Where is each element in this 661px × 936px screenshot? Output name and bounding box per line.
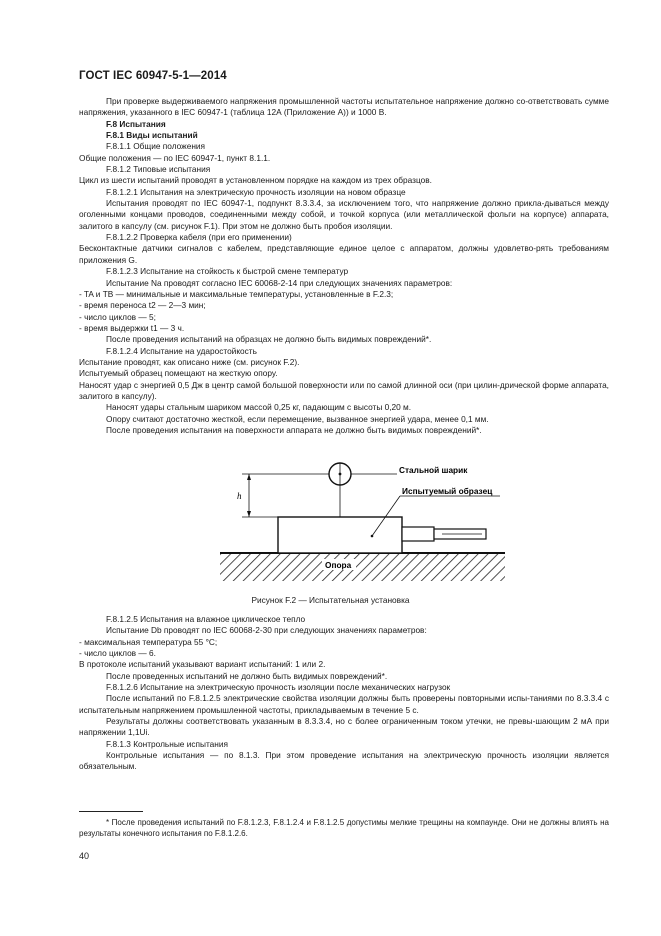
paragraph: После проведенных испытаний не должно быть видимых повреждений*. xyxy=(106,670,388,681)
paragraph: Общие положения — по IEC 60947-1, пункт 8.1.1. xyxy=(79,152,271,163)
clause-heading: F.8.1.2.2 Проверка кабеля (при его применении) xyxy=(106,232,292,243)
paragraph: Испытание Na проводят согласно IEC 60068-2-14 при следующих значениях параметров: xyxy=(106,277,453,288)
section-heading: F.8 Испытания xyxy=(106,118,166,129)
clause-heading: F.8.1.2 Типовые испытания xyxy=(106,164,211,175)
list-item: - время переноса t2 — 2—3 мин; xyxy=(79,300,206,311)
ball-center-dot xyxy=(339,473,342,476)
support-label: Опора xyxy=(325,560,352,570)
sample-block xyxy=(278,517,402,553)
list-item: - время выдержки t1 — 3 ч. xyxy=(79,322,185,333)
paragraph: После проведения испытаний на образцах не должно быть видимых повреждений*. xyxy=(106,334,432,345)
document-header: ГОСТ IEC 60947-5-1—2014 xyxy=(79,70,227,82)
paragraph: Опору считают достаточно жесткой, если перемещение, вызванное энергией удара, менее 0,1 мм. xyxy=(106,413,489,424)
subsection-heading: F.8.1 Виды испытаний xyxy=(106,130,198,141)
footnote-separator xyxy=(79,811,143,812)
list-item: - число циклов — 5; xyxy=(79,311,156,322)
test-setup-figure xyxy=(220,455,510,585)
main-text-block-2 xyxy=(79,614,609,773)
sample-label: Испытуемый образец xyxy=(402,486,493,496)
clause-heading: F.8.1.2.1 Испытания на электрическую прочность изоляции на новом образце xyxy=(106,186,406,197)
figure-caption: Рисунок F.2 — Испытательная установка xyxy=(251,595,410,605)
paragraph: Контрольные испытания — по 8.1.3. При этом проведение испытания на электрическую прочность изоляции является обязательным. xyxy=(79,750,609,772)
support-base xyxy=(220,553,505,581)
clause-heading: F.8.1.2.6 Испытание на электрическую прочность изоляции после механических нагрузок xyxy=(106,682,451,693)
clause-heading: F.8.1.1 Общие положения xyxy=(106,141,206,152)
clause-heading: F.8.1.2.3 Испытание на стойкость к быстрой смене температур xyxy=(106,266,349,277)
paragraph: В протоколе испытаний указывают вариант испытаний: 1 или 2. xyxy=(79,659,326,670)
paragraph: Наносят удар с энергией 0,5 Дж в центр самой большой поверхности или по самой длинной оси (при цилин-дрической форме аппарата, залитого в капсулу). xyxy=(79,379,609,401)
page-number: 40 xyxy=(79,851,90,861)
height-arrow-top xyxy=(247,474,251,480)
paragraph: Цикл из шести испытаний проводят в установленном порядке на каждом из трех образцов. xyxy=(79,175,432,186)
clause-heading: F.8.1.2.4 Испытание на ударостойкость xyxy=(106,345,257,356)
height-label: h xyxy=(237,491,242,501)
sample-leader-dot xyxy=(371,535,374,538)
paragraph: Испытания проводят по IEC 60947-1, подпункт 8.3.3.4, за исключением того, что напряжение должно прикла-дываться между оголенными концами проводов, соединенными между собой, и точкой корпуса (или металлической фольги на корпусе) аппарата, залитого в капсулу (см. рисунок F.1). При этом не должно быть пробоя изоляции. xyxy=(79,198,609,231)
paragraph: Результаты должны соответствовать указанным в 8.3.3.4, но с более ограниченным током утечки, не превы-шающим 2 мА при напряжении 1,1Ui. xyxy=(79,716,609,738)
clause-heading: F.8.1.2.5 Испытания на влажное циклическое тепло xyxy=(106,614,306,624)
main-text-block xyxy=(79,96,609,436)
paragraph: Бесконтактные датчики сигналов с кабелем, представляющие единое целое с аппаратом, должны удовлетво-рять требованиям приложения G. xyxy=(79,243,609,265)
paragraph: После испытаний по F.8.1.2.5 электрические свойства изоляции должны быть проверены повторными испы-таниями по 8.3.3.4 с испытательным напряжением промышленной частоты, прикладываемым в течение 5 с. xyxy=(79,693,609,715)
paragraph: После проведения испытания на поверхности аппарата не должно быть видимых повреждений*. xyxy=(106,424,482,435)
footnote xyxy=(79,817,609,839)
paragraph: Испытуемый образец помещают на жесткую опору. xyxy=(79,368,278,379)
clause-heading: F.8.1.3 Контрольные испытания xyxy=(106,738,228,749)
sample-cable-stub xyxy=(402,527,434,541)
footnote-text: * После проведения испытаний по F.8.1.2.3, F.8.1.2.4 и F.8.1.2.5 допустимы мелкие трещины на компаунде. Они не должны влиять на результаты конечного испытания по F.8.1.2.6. xyxy=(79,818,609,838)
paragraph: Испытание проводят, как описано ниже (см. рисунок F.2). xyxy=(79,356,300,367)
list-item: - число циклов — 6. xyxy=(79,648,156,659)
list-item: - максимальная температура 55 °С; xyxy=(79,636,218,647)
paragraph: Испытание Db проводят по IEC 60068-2-30 при следующих значениях параметров: xyxy=(106,625,427,636)
test-setup-diagram xyxy=(220,455,510,585)
height-arrow-bottom xyxy=(247,511,251,517)
list-item: - TA и TB — минимальные и максимальные температуры, установленные в F.2.3; xyxy=(79,288,394,299)
paragraph: Наносят удары стальным шариком массой 0,25 кг, падающим с высоты 0,20 м. xyxy=(106,402,412,413)
paragraph: При проверке выдерживаемого напряжения промышленной частоты испытательное напряжение должно со-ответствовать сумме напряжения, указанного в IEC 60947-1 (таблица 12А (Приложение А)) и 1000 В. xyxy=(79,96,609,118)
ball-label: Стальной шарик xyxy=(399,465,468,475)
